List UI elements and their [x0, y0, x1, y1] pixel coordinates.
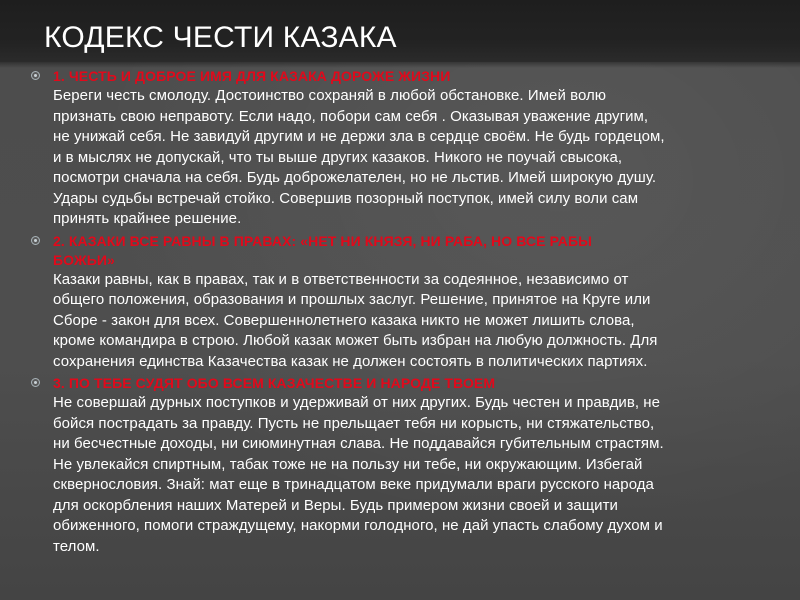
circle-bullet-icon: [31, 71, 40, 80]
text-line: Береги честь смолоду. Достоинство сохраняй в любой обстановке. Имей волю: [53, 87, 607, 104]
text-line: кроме командира в строю. Любой казак может быть избран на любую должность. Для: [53, 332, 658, 349]
text-line: Казаки равны, как в правах, так и в ответственности за содеянное, независимо от: [53, 270, 629, 288]
code-item-1: [31, 67, 776, 230]
code-item-heading: 3. ПО ТЕБЕ СУДЯТ ОБО ВСЕМ КАЗАЧЕСТВЕ И НАРОДЕ ТВОЕМ: [53, 375, 496, 391]
text-line: общего положения, образования и прошлых заслуг. Решение, принятое на Круге или: [53, 291, 651, 308]
code-item-text: [53, 393, 776, 557]
text-line: сквернословия. Знай: мат еще в тринадцатом веке придумали враги русского народа: [53, 476, 654, 493]
text-line: для оскорбления наших Матерей и Веры. Будь примером жизни своей и защити: [53, 496, 618, 514]
text-line: не унижай себя. Не завидуй другим и не держи зла в сердце своём. Не будь гордецом,: [53, 128, 665, 145]
text-line: принять крайнее решение.: [53, 210, 242, 227]
text-line: Не совершай дурных поступков и удерживай от них других. Будь честен и правдив, не: [53, 394, 661, 411]
text-line: Удары судьбы встречай стойко. Совершив позорный поступок, имей силу воли сам: [53, 189, 639, 207]
code-list: [31, 67, 776, 559]
heading-line: 2. КАЗАКИ ВСЕ РАВНЫ В ПРАВАХ: «НЕТ НИ КНЯЗЯ, НИ РАБА, НО ВСЕ РАБЫ: [53, 232, 592, 249]
text-line: бойся пострадать за правду. Пусть не прельщает тебя ни корысть, ни стяжательство,: [53, 414, 655, 432]
text-line: сохранения единства Казачества казак не должен состоять в политических партиях.: [53, 352, 648, 370]
circle-bullet-icon: [31, 378, 40, 387]
code-item-3: [31, 374, 776, 557]
code-item-heading: [53, 232, 776, 270]
circle-bullet-icon: [31, 236, 40, 245]
heading-line: БОЖЬИ»: [53, 251, 115, 268]
code-item-text: [53, 86, 776, 230]
slide-title: КОДЕКС ЧЕСТИ КАЗАКА: [44, 21, 397, 54]
code-item-heading: 1. ЧЕСТЬ И ДОБРОЕ ИМЯ ДЛЯ КАЗАКА ДОРОЖЕ ЖИЗНИ: [53, 68, 451, 84]
text-line: ни бесчестные доходы, ни сиюминутная слава. Не поддавайся губительным страстям.: [53, 435, 664, 452]
code-item-text: [53, 270, 776, 373]
text-line: посмотри сначала на себя. Будь доброжелателен, но не льстив. Имей широкую душу.: [53, 169, 657, 186]
text-line: и в мыслях не допускай, что ты выше других казаков. Никого не поучай свысока,: [53, 148, 623, 166]
text-line: Сборе - закон для всех. Совершеннолетнего казака никто не может лишить слова,: [53, 311, 635, 329]
text-line: обиженного, помоги страждущему, накорми голодного, не дай упасть слабому духом и: [53, 517, 663, 534]
text-line: Не увлекайся спиртным, табак тоже не на пользу ни тебе, ни окружающим. Избегай: [53, 455, 643, 473]
text-line: признать свою неправоту. Если надо, побори сам себя . Оказывая уважение другим,: [53, 107, 649, 125]
code-item-2: [31, 232, 776, 373]
text-line: телом.: [53, 537, 100, 555]
